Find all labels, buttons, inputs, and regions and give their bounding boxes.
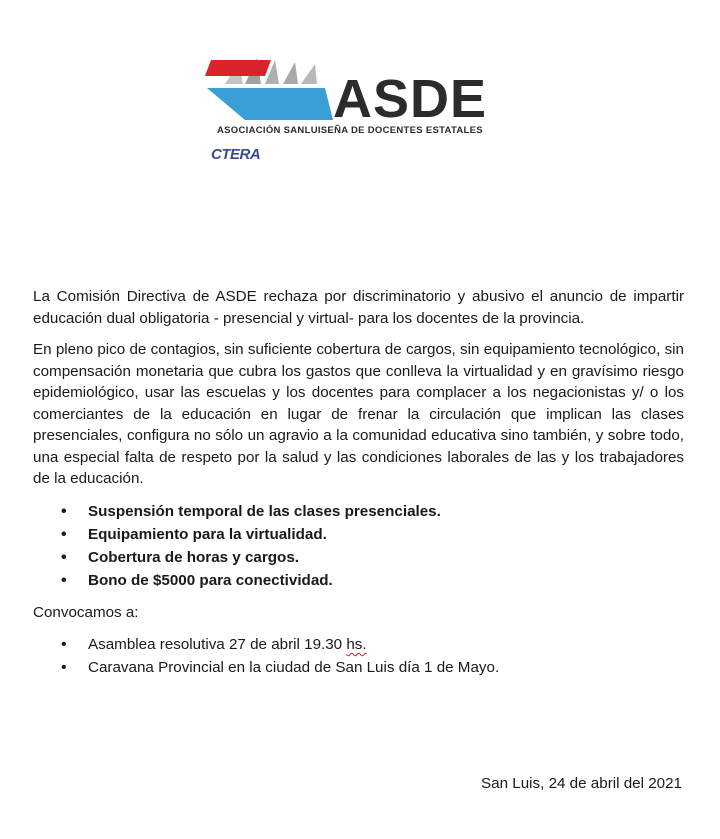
logo-title: ASDE <box>333 69 488 129</box>
list-item: • Equipamiento para la virtualidad. <box>88 523 684 546</box>
event-assembly: Asamblea resolutiva 27 de abril 19.30 <box>88 636 347 653</box>
logo-subtitle: ASOCIACIÓN SANLUISEÑA DE DOCENTES ESTATALES <box>217 125 483 136</box>
cta-logo-text: CTA <box>459 144 489 161</box>
events-list <box>33 633 684 679</box>
list-item: • Suspensión temporal de las clases presenciales. <box>88 500 684 523</box>
convocamos-label: Convocamos a: <box>33 603 139 621</box>
cta-logo-icon <box>205 58 271 78</box>
paragraph-intro: La Comisión Directiva de ASDE rechaza por discriminatorio y abusivo el anuncio de impartir educación dual obligatoria - presencial y virtual- para los docentes de la provincia. <box>33 288 684 327</box>
event-assembly-tail: hs. <box>346 636 367 653</box>
list-item: • Caravana Provincial en la ciudad de San Luis día 1 de Mayo. <box>88 656 684 679</box>
paragraph-context: En pleno pico de contagios, sin suficiente cobertura de cargos, sin equipamiento tecnológico, sin compensación monetaria que cubra los gastos que conlleva la virtualidad y en gravísimo riesgo epidemiológico, usar las escuelas y los docentes para complacer a los negacionistas y/ o los comerciantes de la educación en lugar de frenar la circulación que implican las clases presenciales, configura no sólo un agravio a la comunidad educativa sino también, y sobre todo, una especial falta de respeto por la salud y las condiciones laborales de las y los trabajadores de la educación. <box>33 341 684 487</box>
demands-list <box>33 500 684 592</box>
list-item: • Bono de $5000 para conectividad. <box>88 569 684 592</box>
document-body <box>33 286 684 689</box>
asde-logo <box>205 58 515 170</box>
list-item: • Cobertura de horas y cargos. <box>88 546 684 569</box>
ctera-logo: CTERA <box>211 146 261 163</box>
list-item <box>88 633 684 656</box>
signature-date: San Luis, 24 de abril del 2021 <box>481 775 682 792</box>
